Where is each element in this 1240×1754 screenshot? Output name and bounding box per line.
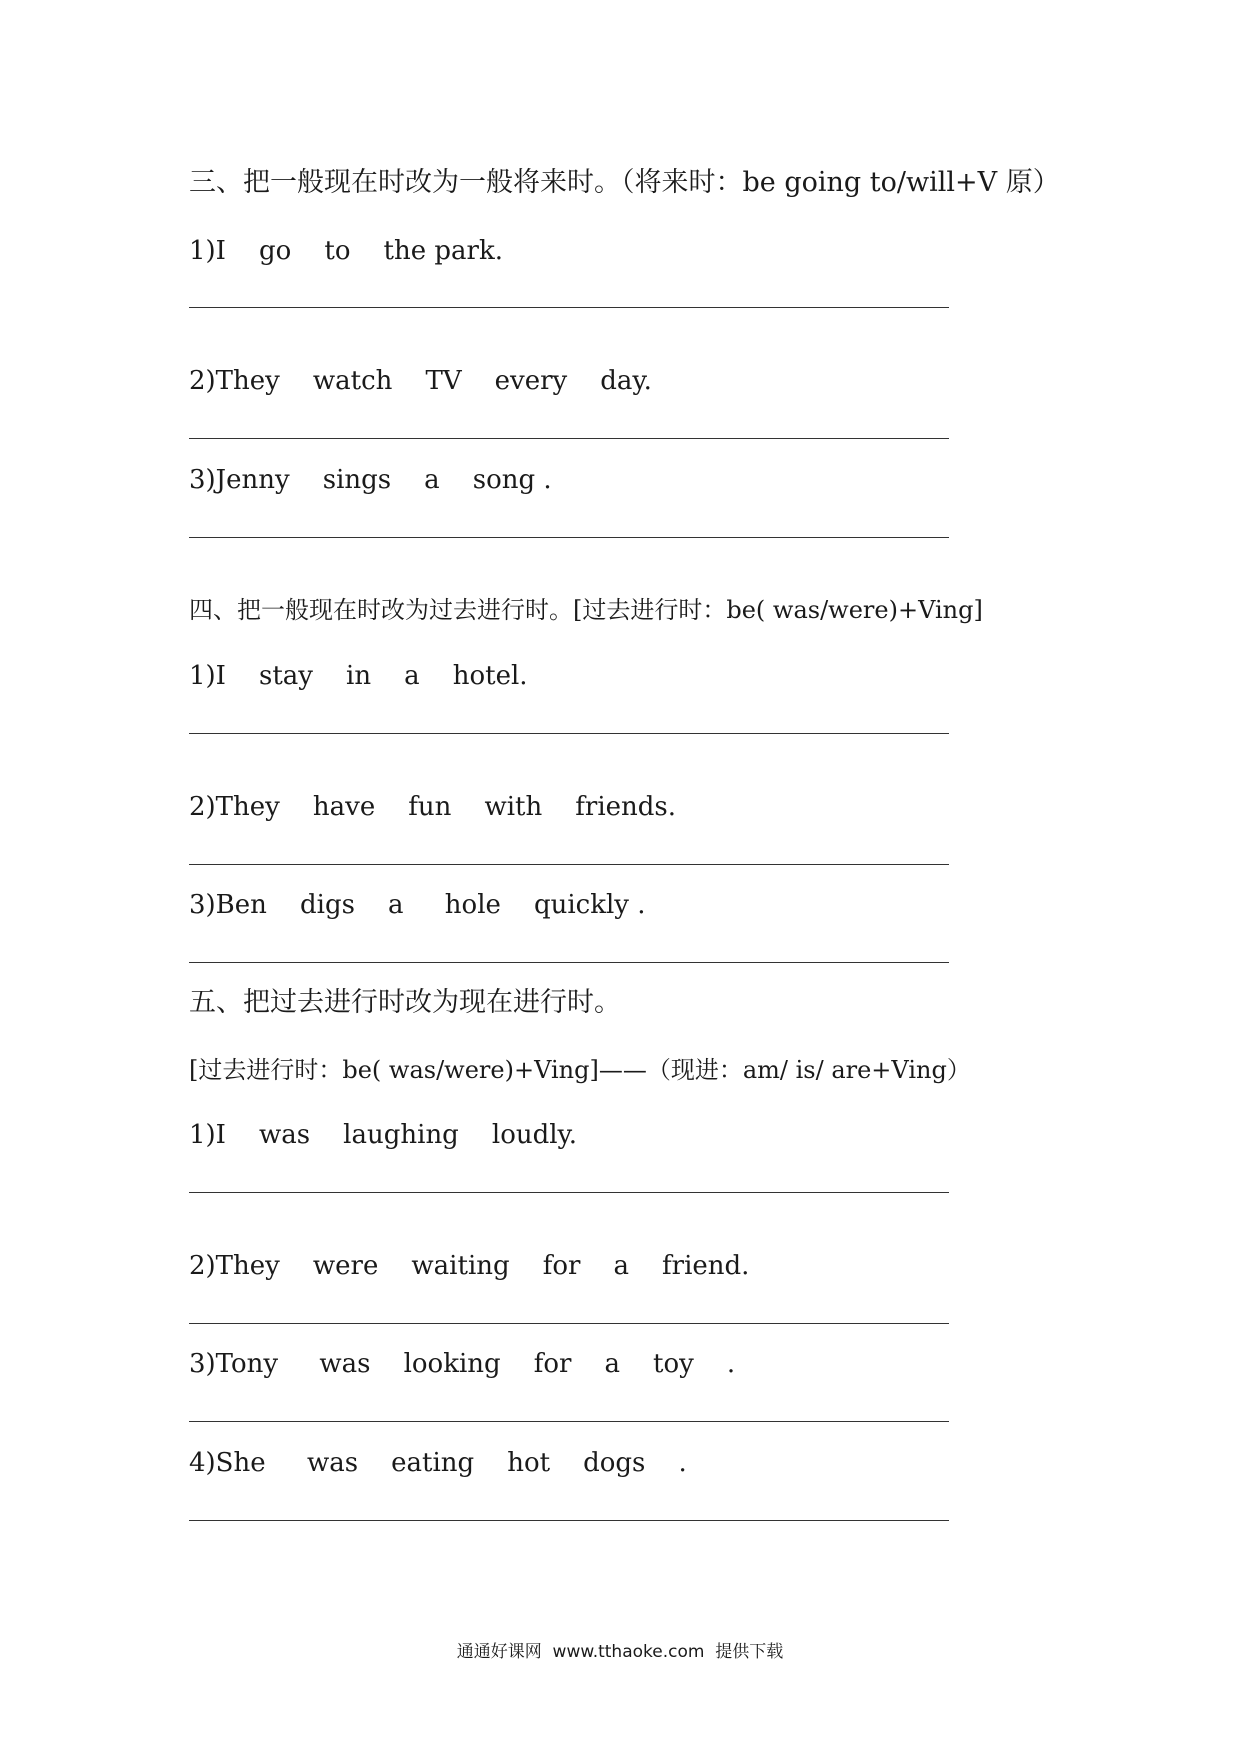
section-5-subheading: [过去进行时：be( was/were)+Ving]——（现进：am/ is/ are+Ving） bbox=[189, 1056, 971, 1084]
section-3-item-3: 3)Jenny sings a song . bbox=[189, 465, 552, 495]
section-5-item-3: 3)Tony was looking for a toy . bbox=[189, 1349, 736, 1379]
answer-line bbox=[189, 962, 949, 963]
answer-line bbox=[189, 537, 949, 538]
section-3-heading: 三、把一般现在时改为一般将来时。（将来时：be going to/will+V 原） bbox=[189, 167, 1060, 198]
answer-line bbox=[189, 733, 949, 734]
answer-line bbox=[189, 1323, 949, 1324]
answer-line bbox=[189, 864, 949, 865]
section-4-item-1: 1)I stay in a hotel. bbox=[189, 661, 528, 691]
section-5-item-4: 4)She was eating hot dogs . bbox=[189, 1448, 687, 1478]
answer-line bbox=[189, 307, 949, 308]
answer-line bbox=[189, 1520, 949, 1521]
answer-line bbox=[189, 1192, 949, 1193]
section-5-heading: 五、把过去进行时改为现在进行时。 bbox=[189, 987, 621, 1018]
section-4-item-2: 2)They have fun with friends. bbox=[189, 792, 677, 822]
section-5-item-2: 2)They were waiting for a friend. bbox=[189, 1251, 750, 1281]
section-5-item-1: 1)I was laughing loudly. bbox=[189, 1120, 578, 1150]
section-4-item-3: 3)Ben digs a hole quickly . bbox=[189, 890, 646, 920]
page-footer: 通通好课网 www.tthaoke.com 提供下载 bbox=[456, 1642, 784, 1662]
section-3-item-1: 1)I go to the park. bbox=[189, 236, 503, 266]
answer-line bbox=[189, 438, 949, 439]
answer-line bbox=[189, 1421, 949, 1422]
section-3-item-2: 2)They watch TV every day. bbox=[189, 366, 652, 396]
section-4-heading: 四、把一般现在时改为过去进行时。[过去进行时：be( was/were)+Ving] bbox=[189, 596, 983, 624]
